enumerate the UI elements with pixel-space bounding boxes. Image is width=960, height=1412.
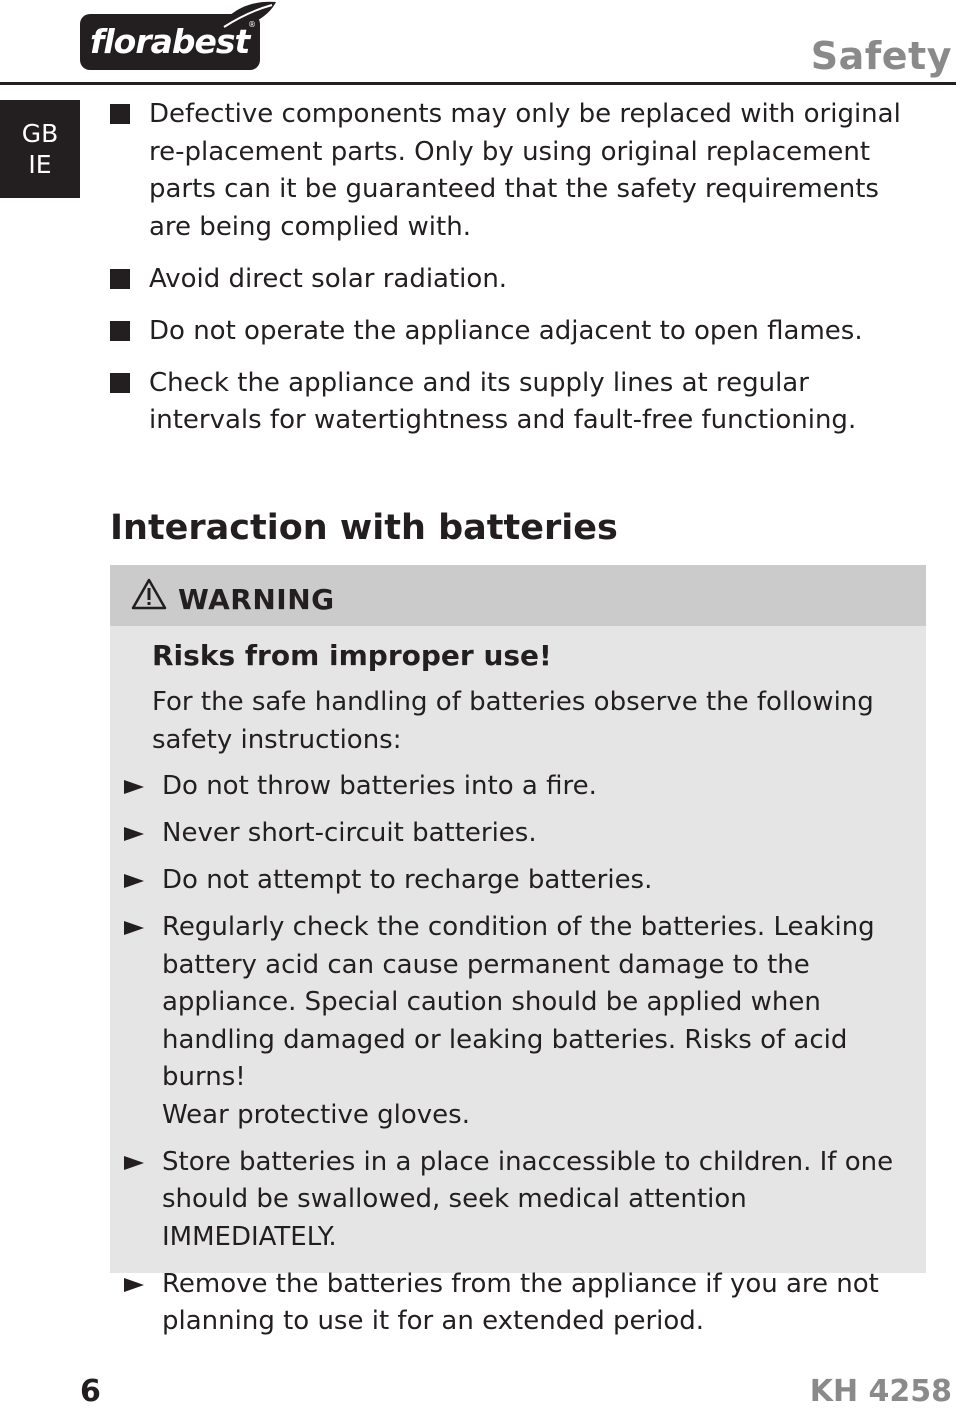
list-item-text: Check the appliance and its supply lines at regular intervals for watertightness and fault-free functioning. [149,367,857,435]
square-bullet-icon [110,104,130,124]
arrow-bullet-icon [124,874,144,888]
list-item [122,1144,912,1257]
list-item [110,96,920,246]
arrow-bullet-icon [124,780,144,794]
list-item [110,313,920,351]
list-item-text: Do not attempt to recharge batteries. [162,865,653,895]
brand-logo [80,14,260,70]
language-code-gb: GB [21,119,59,148]
warning-label: WARNING [178,583,335,616]
warning-intro: For the safe handling of batteries observe the following safety instructions: [152,687,874,755]
arrow-bullet-icon [124,1278,144,1292]
list-item-text: Store batteries in a place inaccessible to children. If one should be swallowed, seek medical attention IMMEDIATELY. [162,1146,894,1252]
page-title: Safety [810,34,952,78]
list-item-text: Defective components may only be replaced with original re-placement parts. Only by using original replacement parts can it be guaranteed that the safety requirements are being complied with. [149,99,901,242]
safety-bullet-list [110,96,920,454]
list-item [122,1266,912,1341]
language-code-ie: IE [28,150,52,179]
warning-header [110,565,926,626]
header-divider [0,82,956,85]
language-tab [0,100,80,198]
list-item [122,862,912,900]
warning-box [110,565,926,1336]
list-item [110,365,920,440]
list-item [110,261,920,299]
section-heading: Interaction with batteries [110,508,618,548]
warning-list [122,768,912,1350]
list-item [122,815,912,853]
list-item-text: Regularly check the condition of the batteries. Leaking battery acid can cause permanent damage to the appliance. Special caution should be applied when handling damaged or leaking batteries. Risks of acid burns! Wear protective gloves. [162,912,875,1130]
list-item-text: Do not operate the appliance adjacent to open flames. [149,315,863,346]
square-bullet-icon [110,373,130,393]
risk-title: Risks from improper use! [152,639,552,672]
arrow-bullet-icon [124,827,144,841]
warning-triangle-icon [130,577,168,611]
registered-mark: ® [248,20,256,29]
list-item [122,768,912,806]
list-item-text: Do not throw batteries into a fire. [162,771,597,801]
model-number: KH 4258 [809,1374,952,1409]
list-item-text: Never short-circuit batteries. [162,818,537,848]
logo-text: florabest [90,22,250,61]
arrow-bullet-icon [124,921,144,935]
list-item-text: Remove the batteries from the appliance if you are not planning to use it for an extended period. [162,1268,879,1336]
page-number: 6 [80,1374,101,1409]
list-item [122,909,912,1134]
square-bullet-icon [110,269,130,289]
arrow-bullet-icon [124,1156,144,1170]
list-item-text: Avoid direct solar radiation. [149,263,508,294]
square-bullet-icon [110,321,130,341]
